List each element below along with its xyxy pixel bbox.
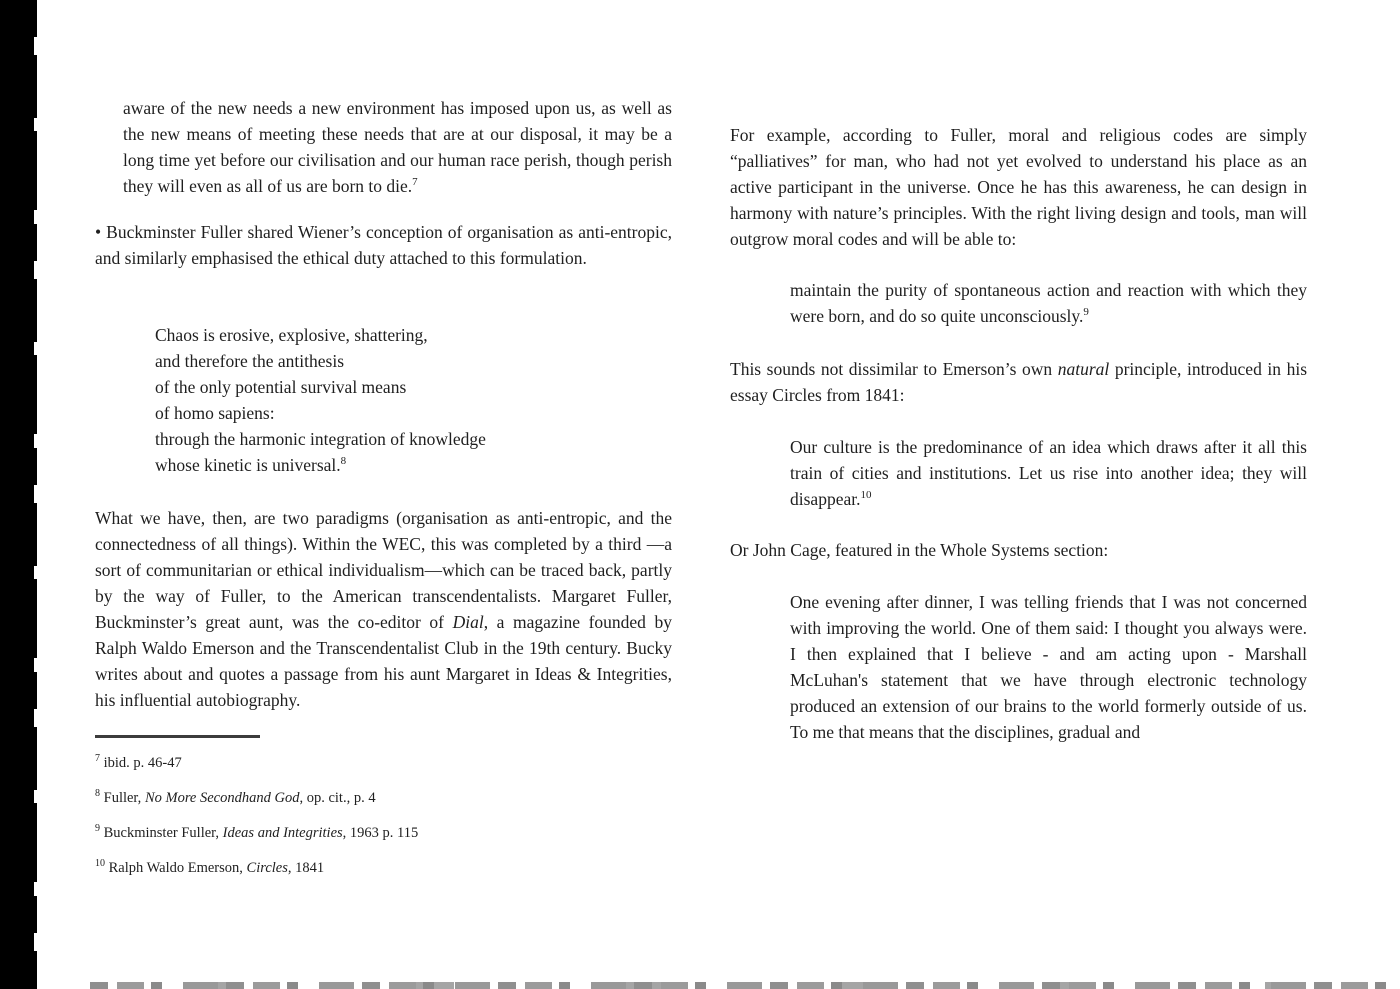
main-paragraph-text: What we have, then, are two paradigms (organisation as anti-entropic, and the connectedness of all things). Within the WEC, this was completed by a third —a sort of communitarian or ethical individualism—which can be traced back, partly by the way of Fuller, to the American transcendentalists. Margaret Fuller, Buckminster’s great aunt, was the co-editor of bbox=[95, 508, 672, 632]
footnote-text: Fuller, bbox=[100, 790, 145, 806]
poem-block-quote bbox=[155, 322, 672, 478]
main-paragraph-text: , a magazine founded by Ralph Waldo Emerson and the Transcendentalist Club in the 19th century. Bucky writes about and quotes a passage from his aunt Margaret in Ideas & Integrities, his influential autobiography. bbox=[95, 612, 672, 710]
poem-line: of homo sapiens: bbox=[155, 403, 275, 423]
footnote-ref-10: 10 bbox=[860, 489, 872, 502]
paragraph-for-example: For example, according to Fuller, moral and religious codes are simply “palliatives” for man, who had not yet evolved to understand his place as an active participant in the universe. Once he has this awareness, he can design in harmony with nature’s principles. With the right living design and tools, man will outgrow moral codes and will be able to: bbox=[730, 125, 1307, 249]
footnote-7 bbox=[95, 753, 672, 773]
footnote-text: ibid. p. 46-47 bbox=[100, 755, 182, 771]
footnotes-section bbox=[95, 753, 672, 878]
italic-title-dial: Dial bbox=[452, 612, 484, 632]
footnote-marker: 7 bbox=[95, 753, 100, 765]
footnote-8 bbox=[95, 788, 672, 808]
poem-line: Chaos is erosive, explosive, shattering, bbox=[155, 325, 428, 345]
paragraph-this-sounds bbox=[730, 356, 1307, 408]
footnote-text: , 1963 p. 115 bbox=[342, 825, 419, 841]
footnote-ref-8: 8 bbox=[340, 455, 347, 468]
quote-text: Our culture is the predominance of an idea which draws after it all this train of cities and institutions. Let us rise into another idea; they will disappear. bbox=[790, 437, 1307, 509]
italic-word-natural: natural bbox=[1057, 359, 1110, 379]
footnote-marker: 9 bbox=[95, 823, 100, 835]
left-column bbox=[95, 95, 672, 878]
poem-line-last bbox=[155, 452, 672, 478]
poem-line: and therefore the antithesis bbox=[155, 351, 345, 371]
paragraph-text: This sounds not dissimilar to Emerson’s own bbox=[730, 359, 1058, 379]
footnote-10 bbox=[95, 858, 672, 878]
opening-quote-text: aware of the new needs a new environment has imposed upon us, as well as the new means of meeting these needs that are at our disposal, it may be a long time yet before our civilisation and our human race perish, though perish they will even as all of us are born to die. bbox=[123, 98, 672, 196]
block-quote-maintain-purity bbox=[790, 277, 1307, 329]
footnote-ref-9: 9 bbox=[1083, 306, 1089, 319]
poem-line-text: whose kinetic is universal. bbox=[155, 455, 341, 475]
bullet-paragraph-text: Buckminster Fuller shared Wiener’s conception of organisation as anti-entropic, and similarly emphasised the ethical duty attached to this formulation. bbox=[95, 222, 672, 268]
poem-line: of the only potential survival means bbox=[155, 377, 407, 397]
bullet-paragraph bbox=[95, 219, 672, 271]
footnote-text: , 1841 bbox=[287, 860, 325, 876]
paragraph-or-john-cage: Or John Cage, featured in the Whole Systems section: bbox=[730, 540, 1109, 560]
footnote-separator-rule bbox=[95, 735, 260, 738]
footnote-italic-title: Ideas and Integrities bbox=[222, 825, 343, 841]
scan-bottom-cutoff-text-artifact bbox=[90, 982, 1400, 989]
block-quote-one-evening: One evening after dinner, I was telling friends that I was not concerned with improving the world. One of them said: I thought you always were. I then explained that I believe - and am acting upon - Marshall McLuhan's statement that we have through electronic technology produced an extension of our brains to the world formerly outside of us. To me that means that the disciplines, gradual and bbox=[790, 592, 1307, 742]
scan-left-edge-artifact bbox=[0, 0, 34, 989]
main-paragraph bbox=[95, 505, 672, 713]
footnote-marker: 10 bbox=[95, 858, 105, 870]
footnote-ref-7: 7 bbox=[412, 176, 418, 189]
right-column bbox=[730, 122, 1307, 745]
poem-line: through the harmonic integration of knowledge bbox=[155, 429, 486, 449]
footnote-text: Buckminster Fuller, bbox=[100, 825, 223, 841]
paragraph-text: principle, introduced in his essay Circles from 1841: bbox=[730, 359, 1307, 405]
footnote-italic-title: No More Secondhand God bbox=[144, 790, 300, 806]
bullet-marker: • bbox=[95, 222, 107, 242]
footnote-marker: 8 bbox=[95, 788, 100, 800]
footnote-text: Ralph Waldo Emerson, bbox=[105, 860, 247, 876]
footnote-italic-title: Circles bbox=[246, 860, 288, 876]
opening-block-quote bbox=[123, 95, 672, 199]
footnote-9 bbox=[95, 823, 672, 843]
block-quote-our-culture bbox=[790, 434, 1307, 512]
footnote-text: , op. cit., p. 4 bbox=[299, 790, 376, 806]
quote-text: maintain the purity of spontaneous action and reaction with which they were born, and do so quite unconsciously. bbox=[790, 280, 1307, 326]
